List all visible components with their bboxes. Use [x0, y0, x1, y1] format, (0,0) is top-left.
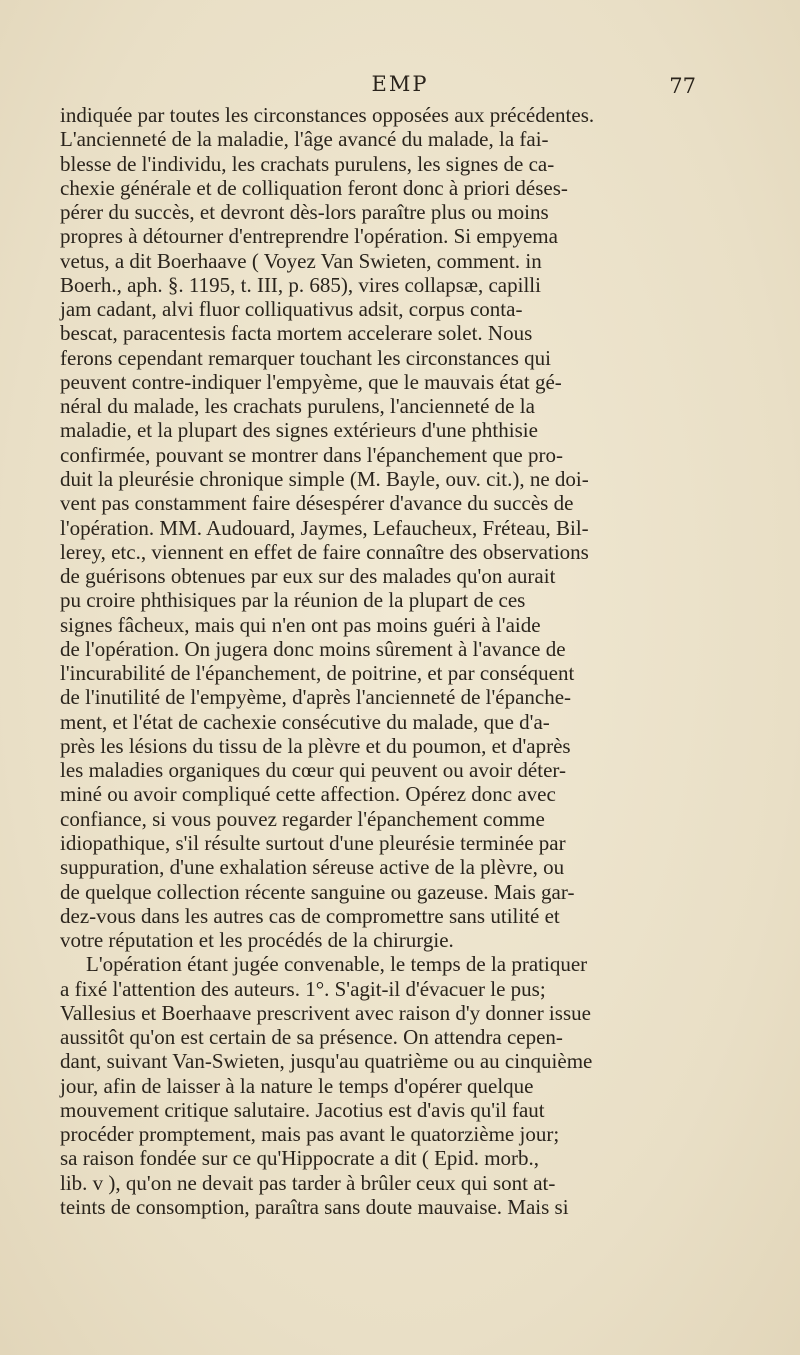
- text-line: lib. v ), qu'on ne devait pas tarder à brûler ceux qui sont at-: [60, 1170, 556, 1195]
- text-line: les maladies organiques du cœur qui peuvent ou avoir déter-: [60, 758, 566, 783]
- text-line: jour, afin de laisser à la nature le temps d'opérer quelque: [60, 1073, 534, 1098]
- text-line: duit la pleurésie chronique simple (M. Bayle, ouv. cit.), ne doi-: [60, 466, 589, 491]
- text-line: vent pas constamment faire désespérer d'avance du succès de: [60, 491, 574, 516]
- text-line: pu croire phthisiques par la réunion de la plupart de ces: [60, 588, 526, 613]
- body-text: [60, 103, 698, 1219]
- text-line: bescat, paracentesis facta mortem accelerare solet. Nous: [60, 321, 533, 346]
- text-line: procéder promptement, mais pas avant le quatorzième jour;: [60, 1122, 560, 1147]
- text-line: indiquée par toutes les circonstances opposées aux précédentes.: [60, 103, 595, 127]
- text-line: pérer du succès, et devront dès-lors paraître plus ou moins: [60, 200, 549, 225]
- text-line: dant, suivant Van-Swieten, jusqu'au quatrième ou au cinquième: [60, 1049, 593, 1074]
- text-line: miné ou avoir compliqué cette affection. Opérez donc avec: [60, 782, 556, 807]
- text-line: de l'opération. On jugera donc moins sûrement à l'avance de: [60, 636, 566, 661]
- text-line: peuvent contre-indiquer l'empyème, que le mauvais état gé-: [60, 369, 562, 394]
- text-line: signes fâcheux, mais qui n'en ont pas moins guéri à l'aide: [60, 612, 541, 637]
- text-line: Boerh., aph. §. 1195, t. III, p. 685), vires collapsæ, capilli: [60, 272, 541, 297]
- text-line: de quelque collection récente sanguine ou gazeuse. Mais gar-: [60, 879, 575, 904]
- text-line: confiance, si vous pouvez regarder l'épanchement comme: [60, 806, 545, 831]
- text-line: propres à détourner d'entreprendre l'opération. Si empyema: [60, 224, 558, 249]
- text-line: maladie, et la plupart des signes extérieurs d'une phthisie: [60, 418, 538, 443]
- text-line: vetus, a dit Boerhaave ( Voyez Van Swieten, comment. in: [60, 248, 542, 273]
- text-line: de guérisons obtenues par eux sur des malades qu'on aurait: [60, 564, 556, 589]
- text-line: lerey, etc., viennent en effet de faire connaître des observations: [60, 539, 589, 564]
- text-line: suppuration, d'une exhalation séreuse active de la plèvre, ou: [60, 855, 565, 880]
- text-line: de l'inutilité de l'empyème, d'après l'ancienneté de l'épanche-: [60, 685, 572, 710]
- text-line: L'ancienneté de la maladie, l'âge avancé du malade, la fai-: [60, 127, 549, 152]
- text-line: blesse de l'individu, les crachats purulens, les signes de ca-: [60, 151, 555, 176]
- text-line: mouvement critique salutaire. Jacotius est d'avis qu'il faut: [60, 1097, 545, 1122]
- text-line: a fixé l'attention des auteurs. 1°. S'agit-il d'évacuer le pus;: [60, 976, 546, 1001]
- text-line: jam cadant, alvi fluor colliquativus adsit, corpus conta-: [60, 297, 523, 322]
- text-line: Vallesius et Boerhaave prescrivent avec raison d'y donner issue: [60, 1000, 591, 1025]
- text-line: l'opération. MM. Audouard, Jaymes, Lefaucheux, Fréteau, Bil-: [60, 515, 589, 540]
- text-line: aussitôt qu'on est certain de sa présence. On attendra cepen-: [60, 1025, 563, 1050]
- running-head: EMP: [371, 72, 429, 96]
- text-line: teints de consomption, paraîtra sans doute mauvaise. Mais si: [60, 1194, 569, 1219]
- text-line: idiopathique, s'il résulte surtout d'une pleurésie terminée par: [60, 830, 566, 855]
- text-line: confirmée, pouvant se montrer dans l'épanchement que pro-: [60, 442, 563, 467]
- page-number: 77: [669, 74, 696, 98]
- page-header: [0, 70, 800, 104]
- text-line: ment, et l'état de cachexie consécutive du malade, que d'a-: [60, 709, 550, 734]
- text-line: ferons cependant remarquer touchant les circonstances qui: [60, 345, 551, 370]
- text-line: dez-vous dans les autres cas de compromettre sans utilité et: [60, 903, 560, 928]
- text-line: sa raison fondée sur ce qu'Hippocrate a dit ( Epid. morb.,: [60, 1146, 540, 1171]
- text-line: L'opération étant jugée convenable, le temps de la pratiquer: [86, 952, 588, 977]
- text-line: chexie générale et de colliquation feront donc à priori déses-: [60, 175, 568, 200]
- text-line: près les lésions du tissu de la plèvre et du poumon, et d'après: [60, 733, 571, 758]
- text-line: l'incurabilité de l'épanchement, de poitrine, et par conséquent: [60, 661, 575, 686]
- text-line: néral du malade, les crachats purulens, l'ancienneté de la: [60, 394, 535, 419]
- text-line: votre réputation et les procédés de la chirurgie.: [60, 928, 454, 953]
